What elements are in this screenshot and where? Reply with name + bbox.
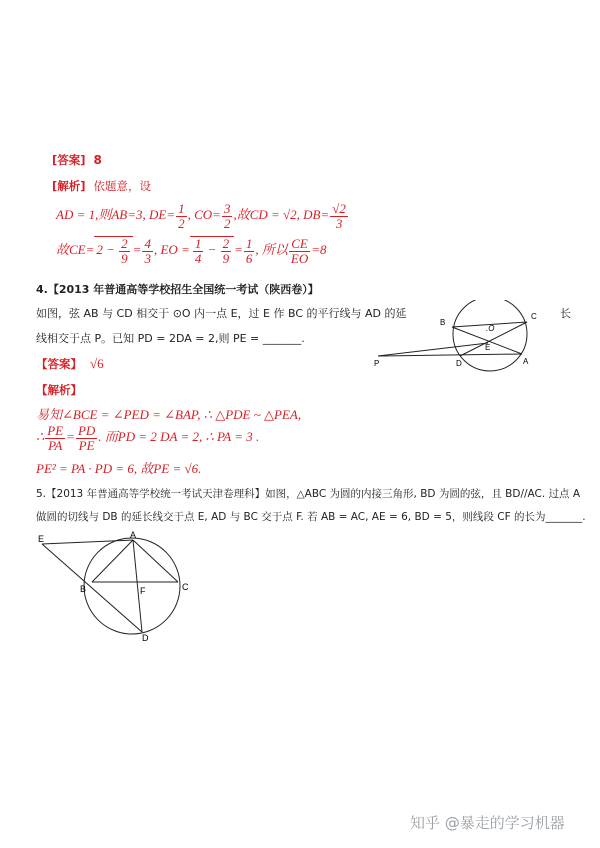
q4-solution-line1: 易知∠BCE = ∠PED = ∠BAP, ∴ △PDE ~ △PEA, [36,407,302,422]
q5-figure [30,530,200,642]
q4-answer-tag: 【答案】 √6 [36,356,104,371]
q3-solution-line1: AD = 1,则AB=3, DE= $\frac{1}{2}$ , CO= $\frac{3}{2}$ ,故CD = √2, DB= $\frac{√2}{3}$ [56,201,346,231]
q5-circle [84,538,180,634]
analysis-intro: 依题意，设 [93,179,152,193]
q5-side-ac [133,540,178,582]
q5-line-ed [42,544,142,632]
q5-label-e: E [38,534,45,544]
q5-tangent-ea [42,540,133,544]
q5-side-ab [92,540,133,582]
q5-label-a: A [130,530,137,540]
q4-label-p: P [374,359,380,368]
q4-solution-line3: PE² = PA · PD = 6, 故PE = √6. [36,461,202,476]
q4-body-line2: 线相交于点 P。已知 PD = 2DA = 2,则 PE = _______. [36,332,305,345]
answer-value: 8 [93,153,102,167]
q4-body-line1-tail: 长 [560,307,571,320]
q4-label-a: A [523,357,529,366]
q3-solution-line2: 故CE= 2 − $\frac{2}{9}$ = $\frac{4}{3}$ , EO = $\frac{1}{4}$ − $\frac{2}{9}$ = $\frac{1}{6}$ , 所以 $\frac{CE}{EO}$ =8 [56,236,327,266]
q5-label-b: B [80,584,87,594]
q4-body-line1: 如图，弦 AB 与 CD 相交于 ⊙O 内一点 E，过 E 作 BC 的平行线与 AD 的延 [36,307,407,320]
q4-circle [453,300,527,371]
q4-label-c: C [531,312,537,321]
q5-label-d: D [142,633,149,642]
zhihu-watermark: 知乎 @暴走的学习机器 [410,814,565,832]
q4-label-e: E [485,343,491,352]
q5-line1: 5.【2013 年普通高等学校统一考试天津卷理科】如图，△ABC 为圆的内接三角形, BD 为圆的弦，且 BD//AC. 过点 A [36,488,581,500]
q4-line-pa [378,354,522,356]
q4-line-pe [378,343,491,356]
q5-label-f: F [140,586,146,596]
answer-tag: [答案] 8 [52,153,102,167]
q4-label-o: .O [486,324,495,333]
q4-title: 4.【2013 年普通高等学校招生全国统一考试（陕西卷）】 [36,283,319,296]
q4-analysis-tag: 【解析】 [36,383,82,397]
q5-line2: 做圆的切线与 DB 的延长线交于点 E, AD 与 BC 交于点 F. 若 AB = AC, AE = 6, BD = 5，则线段 CF 的长为_______. [36,511,586,523]
analysis-tag: [解析] 依题意，设 [52,179,152,193]
q4-figure [372,300,552,372]
q4-answer-value: √6 [90,356,104,371]
q4-label-b: B [440,318,446,327]
q5-label-c: C [182,582,189,592]
q4-label-d: D [456,359,462,368]
q4-solution-line2: ∴ $\frac{PE}{PA}$ = $\frac{PD}{PE}$ . 而PD = 2 DA = 2, ∴ PA = 3 . [36,423,260,453]
